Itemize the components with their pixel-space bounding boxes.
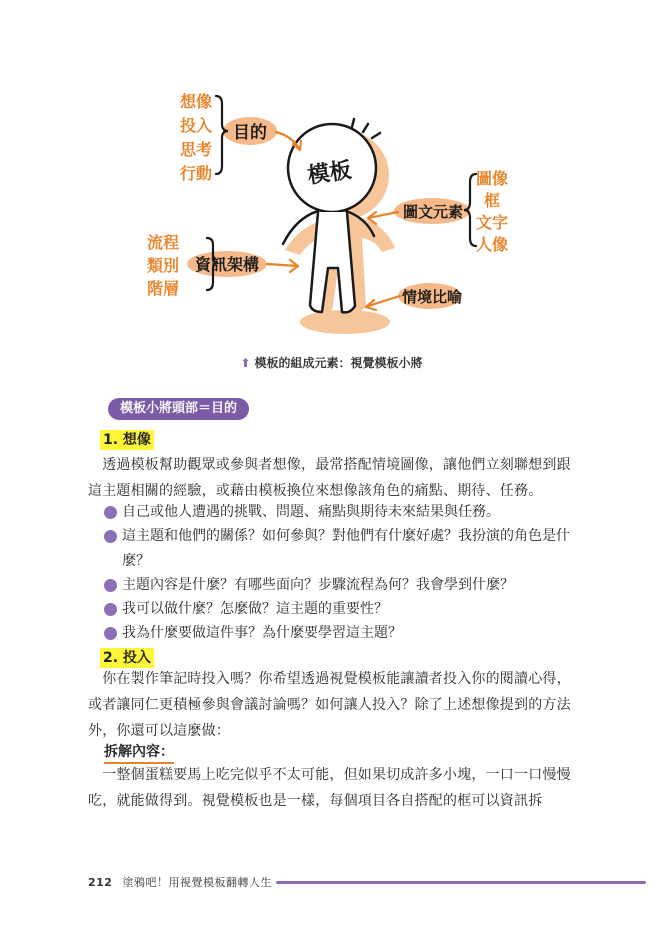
head-label: 模板 xyxy=(306,158,354,189)
bullet-dot-icon xyxy=(104,506,117,519)
template-figure xyxy=(0,0,663,345)
caption-text: 模板的組成元素：視覺模板小將 xyxy=(254,356,423,370)
bullet-dot-icon xyxy=(104,627,117,640)
book-title: 塗鴉吧！用視覺模板翻轉人生 xyxy=(122,876,272,889)
right-item: 文字 xyxy=(475,213,509,232)
left-top-item: 想像 xyxy=(179,92,213,111)
graphic-label: 圖文元素 xyxy=(402,203,464,221)
purpose-label: 目的 xyxy=(233,123,267,143)
right-item: 圖像 xyxy=(475,169,509,188)
bullet-dot-icon xyxy=(104,530,117,543)
heading-imagine: 1. 想像 xyxy=(100,430,154,450)
right-item: 人像 xyxy=(475,235,509,254)
page-footer xyxy=(88,874,272,890)
up-arrow-icon: ⬆ xyxy=(240,356,251,370)
footer-divider xyxy=(276,881,646,884)
list-item: 這主題和他們的關係？如何參與？對他們有什麼好處？我扮演的角色是什麼？ xyxy=(104,524,574,574)
list-item: 主題內容是什麼？有哪些面向？步驟流程為何？我會學到什麼？ xyxy=(104,573,574,598)
metaphor-label: 情境比喻 xyxy=(401,288,463,306)
page-number: 212 xyxy=(88,876,113,889)
paragraph-imagine: 透過模板幫助觀眾或參與者想像，最常搭配情境圖像，讓他們立刻聯想到跟這主題相關的經驗，或藉由模板換位來想像該角色的痛點、期待、任務。 xyxy=(88,457,571,499)
paragraph-breakdown: 一整個蛋糕要馬上吃完似乎不太可能，但如果切成許多小塊，一口一口慢慢吃，就能做得到。視覺模板也是一樣，每個項目各自搭配的框可以資訊拆 xyxy=(88,767,571,809)
left-top-item: 投入 xyxy=(179,116,213,135)
sub-heading: 拆解內容： xyxy=(104,742,174,764)
list-item: 我為什麼要做這件事？為什麼要學習這主題？ xyxy=(104,621,574,646)
bullet-dot-icon xyxy=(104,603,117,616)
section-title: 模板小將頭部＝目的 xyxy=(108,398,249,420)
list-item: 自己或他人遭遇的挑戰、問題、痛點與期待未來結果與任務。 xyxy=(104,500,574,525)
left-mid-item: 流程 xyxy=(146,233,180,252)
heading-engage: 2. 投入 xyxy=(100,648,154,668)
list-item: 我可以做什麼？怎麼做？這主題的重要性？ xyxy=(104,597,574,622)
info-arch-label: 資訊架構 xyxy=(194,255,260,274)
left-top-item: 思考 xyxy=(179,140,213,159)
right-item: 框 xyxy=(483,191,501,210)
figure-caption xyxy=(0,354,663,371)
left-mid-item: 類別 xyxy=(146,256,180,275)
bullet-dot-icon xyxy=(104,579,117,592)
paragraph-engage: 你在製作筆記時投入嗎？你希望透過視覺模板能讓讀者投入你的閱讀心得，或者讓同仁更積極參與會議討論嗎？如何讓人投入？除了上述想像提到的方法外，你還可以這麼做： xyxy=(88,671,571,739)
left-top-item: 行動 xyxy=(179,164,213,183)
left-mid-item: 階層 xyxy=(146,279,180,298)
